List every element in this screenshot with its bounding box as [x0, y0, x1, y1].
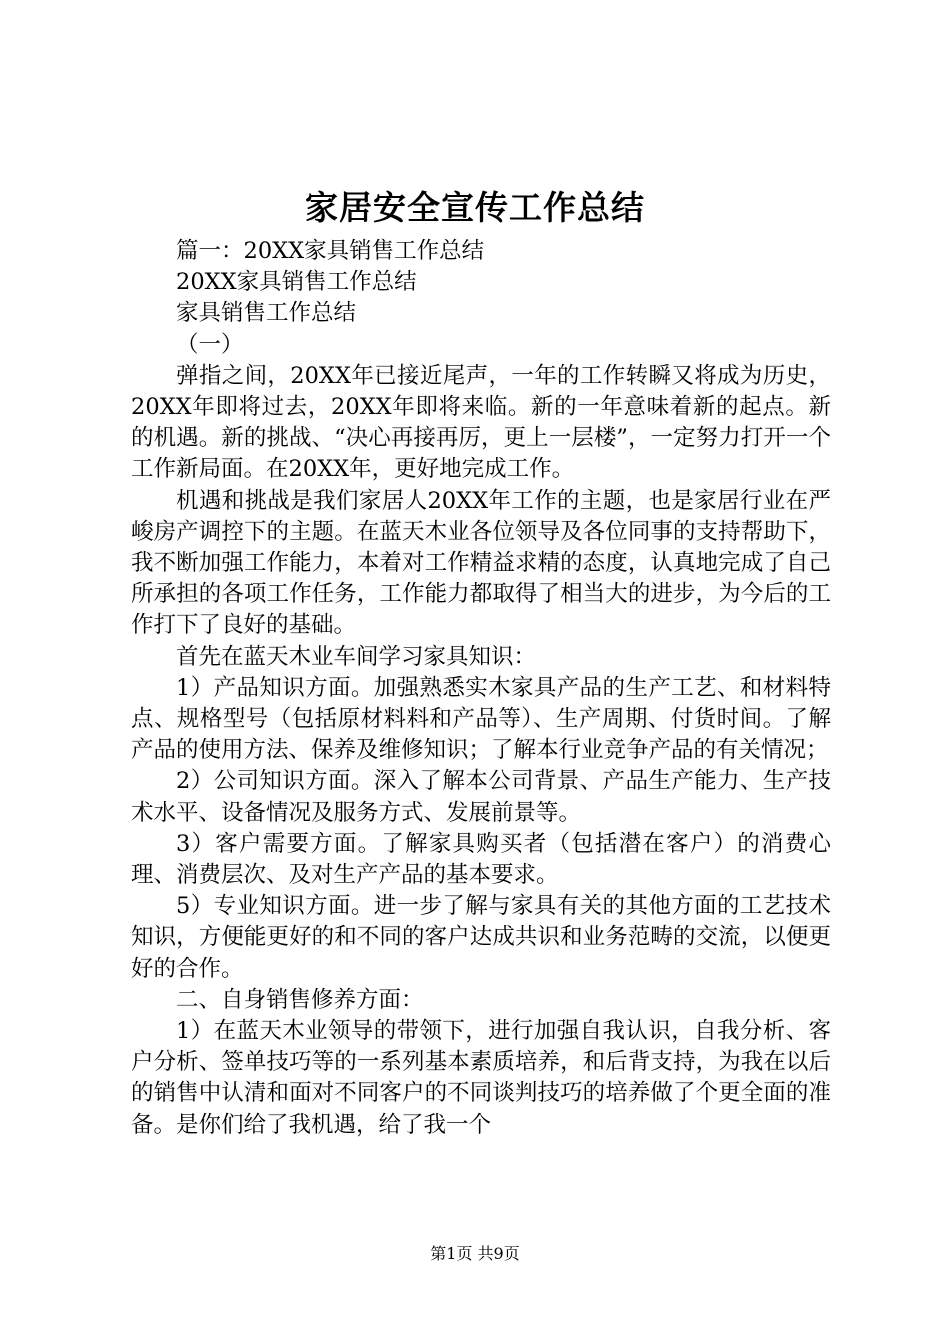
paragraph: 1）在蓝天木业领导的带领下，进行加强自我认识，自我分析、客户分析、签单技巧等的一系列基本素质培养，和后背支持，为我在以后的销售中认清和面对不同客户的不同谈判技巧的培养做了个更全面的准备。是你们给了我机遇，给了我一个	[131, 1018, 831, 1138]
paragraph: 1）产品知识方面。加强熟悉实木家具产品的生产工艺、和材料特点、规格型号（包括原材料料和产品等）、生产周期、付货时间。了解产品的使用方法、保养及维修知识；了解本行业竞争产品的有关情况；	[131, 674, 831, 764]
document-body	[131, 236, 831, 1141]
document-title: 家居安全宣传工作总结	[305, 188, 645, 227]
paragraph: 20XX家具销售工作总结	[176, 269, 417, 296]
paragraph: 5）专业知识方面。进一步了解与家具有关的其他方面的工艺技术知识，方便能更好的和不同的客户达成共识和业务范畴的交流，以便更好的合作。	[131, 893, 831, 982]
paragraph: 家具销售工作总结	[176, 300, 357, 327]
page-footer: 第1页 共9页	[430, 1244, 520, 1263]
paragraph: 2）公司知识方面。深入了解本公司背景、产品生产能力、生产技术水平、设备情况及服务方式、发展前景等。	[131, 768, 831, 826]
paragraph: 首先在蓝天木业车间学习家具知识：	[176, 643, 537, 670]
paragraph: 机遇和挑战是我们家居人20XX年工作的主题，也是家居行业在严峻房产调控下的主题。在蓝天木业各位领导及各位同事的支持帮助下，我不断加强工作能力，本着对工作精益求精的态度，认真地完成了自己所承担的各项工作任务，工作能力都取得了相当大的进步，为今后的工作打下了良好的基础。	[131, 487, 831, 639]
paragraph: 二、自身销售修养方面：	[176, 986, 424, 1013]
paragraph: 篇一：20XX家具销售工作总结	[176, 238, 485, 264]
paragraph: 弹指之间，20XX年已接近尾声，一年的工作转瞬又将成为历史，20XX年即将过去，20XX年即将来临。新的一年意味着新的起点。新的机遇。新的挑战、“决心再接再厉，更上一层楼”，一定努力打开一个工作新局面。在20XX年，更好地完成工作。	[131, 362, 831, 483]
paragraph: 3）客户需要方面。了解家具购买者（包括潜在客户）的消费心理、消费层次、及对生产产品的基本要求。	[131, 830, 831, 889]
paragraph: （一）	[176, 331, 244, 358]
